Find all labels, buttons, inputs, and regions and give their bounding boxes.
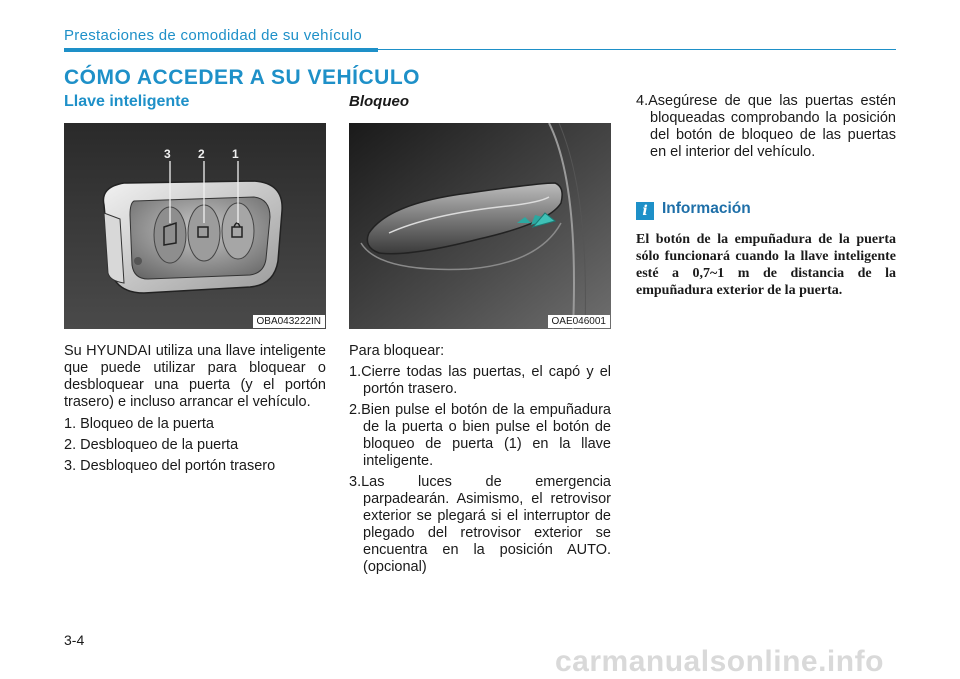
smart-key-intro: Su HYUNDAI utiliza una llave inteligente que puede utilizar para bloquear o desbloquear una puerta (y el portón trasero) e incluso arrancar el vehículo.	[64, 343, 326, 410]
callout-1: 1	[232, 147, 239, 161]
header-rule-thick	[64, 48, 378, 52]
section-header: Prestaciones de comodidad de su vehículo	[64, 27, 363, 44]
door-handle-figure	[349, 123, 611, 329]
locking-heading: Bloqueo	[349, 93, 409, 110]
locking-intro: Para bloquear:	[349, 343, 445, 359]
page-title: CÓMO ACCEDER A SU VEHÍCULO	[64, 66, 421, 89]
list-item: 1.Cierre todas las puertas, el capó y el portón trasero.	[349, 364, 611, 397]
info-title-label: Información	[662, 200, 751, 217]
smart-key-figure	[64, 123, 326, 329]
info-icon: i	[636, 202, 654, 220]
callout-3: 3	[164, 147, 171, 161]
info-body: El botón de la empuñadura de la puerta sólo funcionará cuando la llave inteligente esté a 0,7~1 m de distancia de la empuñadura exterior de la puerta.	[636, 232, 896, 298]
list-item: 3.Las luces de emergencia parpadearán. Asimismo, el retrovisor exterior se plegará si el interruptor de plegado del retrovisor exterior se encuentra en la posición AUTO. (opcional)	[349, 474, 611, 575]
callout-2: 2	[198, 147, 205, 161]
door-handle-illustration	[349, 123, 611, 329]
right-body-text	[636, 93, 896, 161]
list-item: 2.Bien pulse el botón de la empuñadura de la puerta o bien pulse el botón de bloqueo de puerta (1) en la llave inteligente.	[349, 402, 611, 469]
figure-code: OBA043222IN	[253, 315, 326, 328]
list-item: 3. Desbloqueo del portón trasero	[64, 458, 276, 474]
middle-body-text	[349, 343, 611, 576]
smart-key-subtitle: Llave inteligente	[64, 93, 190, 110]
left-body-text	[64, 343, 326, 475]
list-item: 1. Bloqueo de la puerta	[64, 416, 214, 432]
figure-code: OAE046001	[548, 315, 611, 328]
list-item: 4.Asegúrese de que las puertas estén bloqueadas comprobando la posición del botón de bloqueo de las puertas en el interior del vehículo.	[636, 93, 896, 160]
smart-key-illustration	[64, 123, 326, 329]
header-rule-thin	[378, 49, 896, 50]
page-number: 3-4	[64, 632, 85, 648]
list-item: 2. Desbloqueo de la puerta	[64, 437, 239, 453]
watermark: carmanualsonline.info	[555, 645, 884, 678]
info-title	[636, 200, 751, 220]
